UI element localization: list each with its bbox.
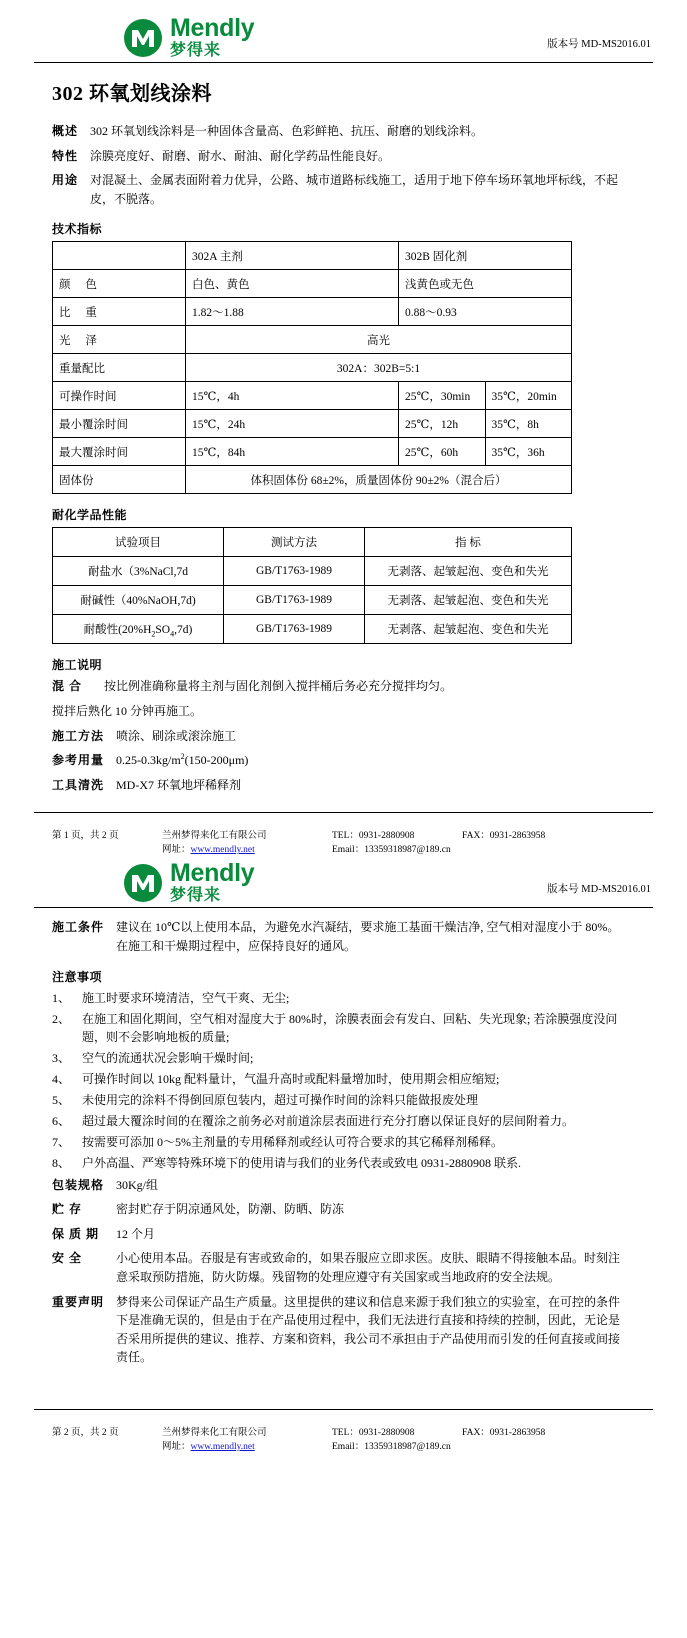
spec-density-b: 0.88～0.93 (399, 298, 572, 326)
table-row (53, 438, 572, 466)
features-text: 涂膜亮度好、耐磨、耐水、耐油、耐化学药品性能良好。 (90, 148, 391, 163)
table-row (53, 354, 572, 382)
table-row (53, 615, 572, 644)
overview-block (34, 122, 653, 141)
brand-name-cn: 梦得来 (170, 42, 222, 59)
list-item (52, 1133, 631, 1151)
note-text-1: 施工时要求环境清洁，空气干爽、无尘; (82, 990, 290, 1005)
note-text-8: 户外高温、严寒等特殊环境下的使用请与我们的业务代表或致电 0931-2880908 联系. (82, 1155, 521, 1170)
storage-block (34, 1200, 653, 1219)
chemical-resistance-table (52, 527, 572, 644)
spec-row-label-solids: 固体份 (53, 466, 186, 494)
spec-density-a: 1.82～1.88 (186, 298, 399, 326)
letterhead (34, 14, 653, 60)
version-label-page1: 版本号 MD-MS2016.01 (547, 39, 651, 50)
coverage-text: $0.25-0.3kg/m^2(150-200\mu m)$ (116, 752, 249, 768)
table-row (53, 466, 572, 494)
table-row (53, 298, 572, 326)
brand-wordmark-2 (170, 861, 254, 904)
cleanup-block (34, 776, 653, 795)
chem-heading: 耐化学品性能 (52, 508, 128, 523)
footer-web-2: 网址：www.mendly.net (162, 1441, 255, 1452)
packaging-label: 包装规格 (52, 1177, 105, 1192)
chem-header-method: 测试方法 (224, 528, 365, 557)
table-row (53, 382, 572, 410)
table-row (53, 528, 572, 557)
page2-page-number: 第 2 页，共 2 页 (52, 1427, 119, 1438)
chem-method-2: GB/T1763-1989 (224, 586, 365, 615)
note-num-8: 8、 (52, 1155, 71, 1170)
spec-max-recoat-rest (399, 438, 572, 466)
cleanup-text: MD-X7 环氧地坪稀释剂 (116, 777, 241, 792)
spec-max-recoat-1: 15℃，84h (186, 438, 399, 466)
spec-col-a: 302A 主剂 (186, 242, 399, 270)
disclaimer-text: 梦得来公司保证产品生产质量。这里提供的建议和信息来源于我们独立的实验室，在可控的条件下是准确无误的，但是由于在产品使用过程中，我们无法进行直接和持续的控制，因此，无论是否采用所提供的建议、推荐、方案和资料，我公司不承担由于产品使用而引发的任何直接或间接责任。 (116, 1294, 621, 1365)
spec-ratio-value: 302A：302B=5:1 (186, 354, 572, 382)
footer-company-1: 兰州梦得来化工有限公司 (162, 831, 267, 842)
page1-footer (34, 823, 653, 855)
note-text-5: 未使用完的涂料不得倒回原包装内，超过可操作时间的涂料只能做报废处理 (82, 1092, 479, 1107)
coverage-label: 参考用量 (52, 753, 105, 768)
overview-label: 概述 (52, 124, 79, 138)
chem-item-saltwater: 耐盐水（3%NaCl,7d (53, 557, 224, 586)
table-row (53, 410, 572, 438)
mixing-label: 混 合 (52, 679, 83, 694)
note-num-2: 2、 (52, 1011, 71, 1026)
spec-corner-cell (53, 242, 186, 270)
note-text-3: 空气的流通状况会影响干燥时间; (82, 1050, 254, 1065)
conditions-text: 建议在 10℃以上使用本品，为避免水汽凝结，要求施工基面干燥洁净, 空气相对湿度小于 80%。在施工和干燥期过程中，应保持良好的通风。 (116, 920, 620, 953)
footer-tel-1: TEL：0931-2880908 (332, 831, 415, 842)
chem-header-item: 试验项目 (53, 528, 224, 557)
brand-wordmark (170, 16, 254, 59)
chem-item-alkali: 耐碱性（40%NaOH,7d) (53, 586, 224, 615)
letterhead-2 (34, 859, 653, 905)
spec-row-label-pot-life: 可操作时间 (53, 382, 186, 410)
spec-row-label-gloss: 光 泽 (53, 326, 186, 354)
spec-gloss-value: 高光 (186, 326, 572, 354)
coverage-block (34, 751, 653, 770)
storage-label: 贮 存 (52, 1202, 83, 1217)
page2-footer (34, 1420, 653, 1452)
features-label: 特性 (52, 148, 79, 163)
footer-tel-2: TEL：0931-2880908 (332, 1427, 415, 1438)
note-num-7: 7、 (52, 1134, 71, 1149)
list-item (52, 1091, 631, 1109)
table-row (53, 270, 572, 298)
table-row (53, 242, 572, 270)
chem-header-index: 指 标 (365, 528, 572, 557)
overview-text: 302 环氧划线涂料是一种固体含量高、色彩鲜艳、抗压、耐磨的划线涂料。 (90, 124, 484, 138)
list-item (52, 1049, 631, 1067)
footer-fax-2: FAX：0931-2863958 (462, 1427, 546, 1438)
footer-divider-1 (34, 812, 653, 813)
method-block (34, 727, 653, 746)
brand-name-en: Mendly (170, 14, 255, 42)
usage-block (34, 171, 653, 208)
list-item (52, 1070, 631, 1088)
spec-color-b: 浅黄色或无色 (399, 270, 572, 298)
note-num-4: 4、 (52, 1071, 71, 1086)
table-row (53, 586, 572, 615)
spec-solids-value: 体积固体份 68±2%，质量固体份 90±2%（混合后） (186, 466, 572, 494)
brand-name-en-2: Mendly (170, 859, 255, 888)
brand-logo-2 (122, 861, 254, 904)
conditions-block (34, 918, 653, 955)
packaging-text: 30Kg/组 (116, 1177, 159, 1192)
list-item (52, 989, 631, 1007)
method-label: 施工方法 (52, 728, 105, 743)
spec-row-label-max-recoat: 最大覆涂时间 (53, 438, 186, 466)
note-num-3: 3、 (52, 1050, 71, 1065)
page2-content (0, 855, 687, 1452)
footer-email-1: Email：13359318987@189.cn (332, 845, 451, 856)
safety-block (34, 1249, 653, 1286)
spec-color-a: 白色、黄色 (186, 270, 399, 298)
page-title: 302 环氧划线涂料 (52, 83, 212, 105)
table-row (53, 557, 572, 586)
document-page-2 (0, 855, 687, 1452)
shelflife-label: 保 质 期 (52, 1226, 100, 1241)
brand-name-cn-2: 梦得来 (170, 887, 222, 905)
chem-index-3: 无剥落、起皱起泡、变色和失光 (365, 615, 572, 644)
spec-row-label-ratio: 重量配比 (53, 354, 186, 382)
spec-col-b: 302B 固化剂 (399, 242, 572, 270)
spec-pot-life-2: 25℃，30min (399, 382, 485, 409)
footer-company-2: 兰州梦得来化工有限公司 (162, 1427, 267, 1438)
footer-web-link-1[interactable]: www.mendly.net (190, 845, 255, 856)
spec-min-recoat-2: 25℃，12h (399, 410, 485, 437)
note-text-2: 在施工和固化期间，空气相对湿度大于 80%时，涂膜表面会有发白、回粘、失光现象; 若涂膜强度没问题，则不会影响地板的质量; (82, 1011, 618, 1044)
cleanup-label: 工具清洗 (52, 777, 105, 792)
footer-web-link-2[interactable]: www.mendly.net (190, 1441, 255, 1452)
footer-email-2: Email：13359318987@189.cn (332, 1441, 451, 1452)
footer-web-1: 网址：www.mendly.net (162, 845, 255, 856)
safety-label: 安 全 (52, 1251, 83, 1266)
features-block (34, 147, 653, 166)
list-item (52, 1154, 631, 1172)
mixing-block (34, 677, 653, 696)
chem-index-1: 无剥落、起皱起泡、变色和失光 (365, 557, 572, 586)
spec-heading: 技术指标 (52, 222, 103, 237)
spec-pot-life-1: 15℃，4h (186, 382, 399, 410)
disclaimer-block (34, 1293, 653, 1367)
spec-table (52, 241, 572, 494)
method-text: 喷涂、刷涂或滚涂施工 (116, 728, 237, 743)
notes-list (34, 989, 653, 1172)
header-divider-1 (34, 62, 653, 63)
spec-max-recoat-2: 25℃，60h (399, 438, 485, 465)
footer-divider-2 (34, 1409, 653, 1410)
spec-min-recoat-rest (399, 410, 572, 438)
construction-heading: 施工说明 (52, 658, 103, 673)
chem-index-2: 无剥落、起皱起泡、变色和失光 (365, 586, 572, 615)
safety-text: 小心使用本品。吞服是有害或致命的，如果吞服应立即求医。皮肤、眼睛不得接触本品。时刻注意采取预防措施，防火防爆。残留物的处理应遵守有关国家或当地政府的安全法规。 (116, 1251, 621, 1284)
page1-page-number: 第 1 页，共 2 页 (52, 831, 119, 842)
brand-logo (122, 16, 254, 59)
storage-text: 密封贮存于阴凉通风处，防潮、防晒、防冻 (116, 1202, 345, 1217)
spec-pot-life-3: 35℃，20min (491, 390, 557, 403)
version-label-page2: 版本号 MD-MS2016.01 (547, 884, 651, 896)
mixing-block-cont (34, 702, 653, 721)
list-item (52, 1112, 631, 1130)
packaging-block (34, 1176, 653, 1195)
spec-pot-life-rest (399, 382, 572, 410)
spec-max-recoat-3: 35℃，36h (491, 446, 545, 459)
spec-row-label-min-recoat: 最小覆涂时间 (53, 410, 186, 438)
note-num-6: 6、 (52, 1113, 71, 1128)
mixing-text-2: 搅拌后熟化 10 分钟再施工。 (52, 703, 203, 718)
spec-min-recoat-3: 35℃，8h (491, 418, 539, 431)
usage-text: 对混凝土、金属表面附着力优异，公路、城市道路标线施工，适用于地下停车场环氧地坪标线，不起皮，不脱落。 (90, 173, 619, 206)
conditions-label: 施工条件 (52, 920, 105, 935)
note-num-5: 5、 (52, 1092, 71, 1107)
mendly-logo-icon (122, 18, 164, 58)
chem-method-3: GB/T1763-1989 (224, 615, 365, 644)
usage-label: 用途 (52, 173, 79, 188)
table-row (53, 326, 572, 354)
chem-method-1: GB/T1763-1989 (224, 557, 365, 586)
notice-heading: 注意事项 (52, 969, 103, 984)
note-num-1: 1、 (52, 990, 71, 1005)
spec-row-label-density: 比 重 (53, 298, 186, 326)
note-text-7: 按需要可添加 0～5%主剂量的专用稀释剂或经认可符合要求的其它稀释剂稀释。 (82, 1134, 503, 1149)
disclaimer-label: 重要声明 (52, 1294, 105, 1309)
shelflife-block (34, 1225, 653, 1244)
mixing-text: 按比例准确称量将主剂与固化剂倒入搅拌桶后务必充分搅拌均匀。 (104, 679, 453, 694)
mendly-logo-icon-2 (122, 863, 164, 903)
chem-item-acid: 耐酸性$(20\%H_2SO_4,7d)$ (53, 615, 224, 644)
note-text-6: 超过最大覆涂时间的在覆涂之前务必对前道涂层表面进行充分打磨以保证良好的层间附着力。 (82, 1113, 575, 1128)
spec-row-label-color: 颜 色 (53, 270, 186, 298)
footer-fax-1: FAX：0931-2863958 (462, 831, 546, 842)
shelflife-text: 12 个月 (116, 1226, 156, 1241)
spec-min-recoat-1: 15℃，24h (186, 410, 399, 438)
list-item (52, 1010, 631, 1046)
note-text-4: 可操作时间以 10kg 配料量计，气温升高时或配料量增加时，使用期会相应缩短; (82, 1071, 500, 1086)
